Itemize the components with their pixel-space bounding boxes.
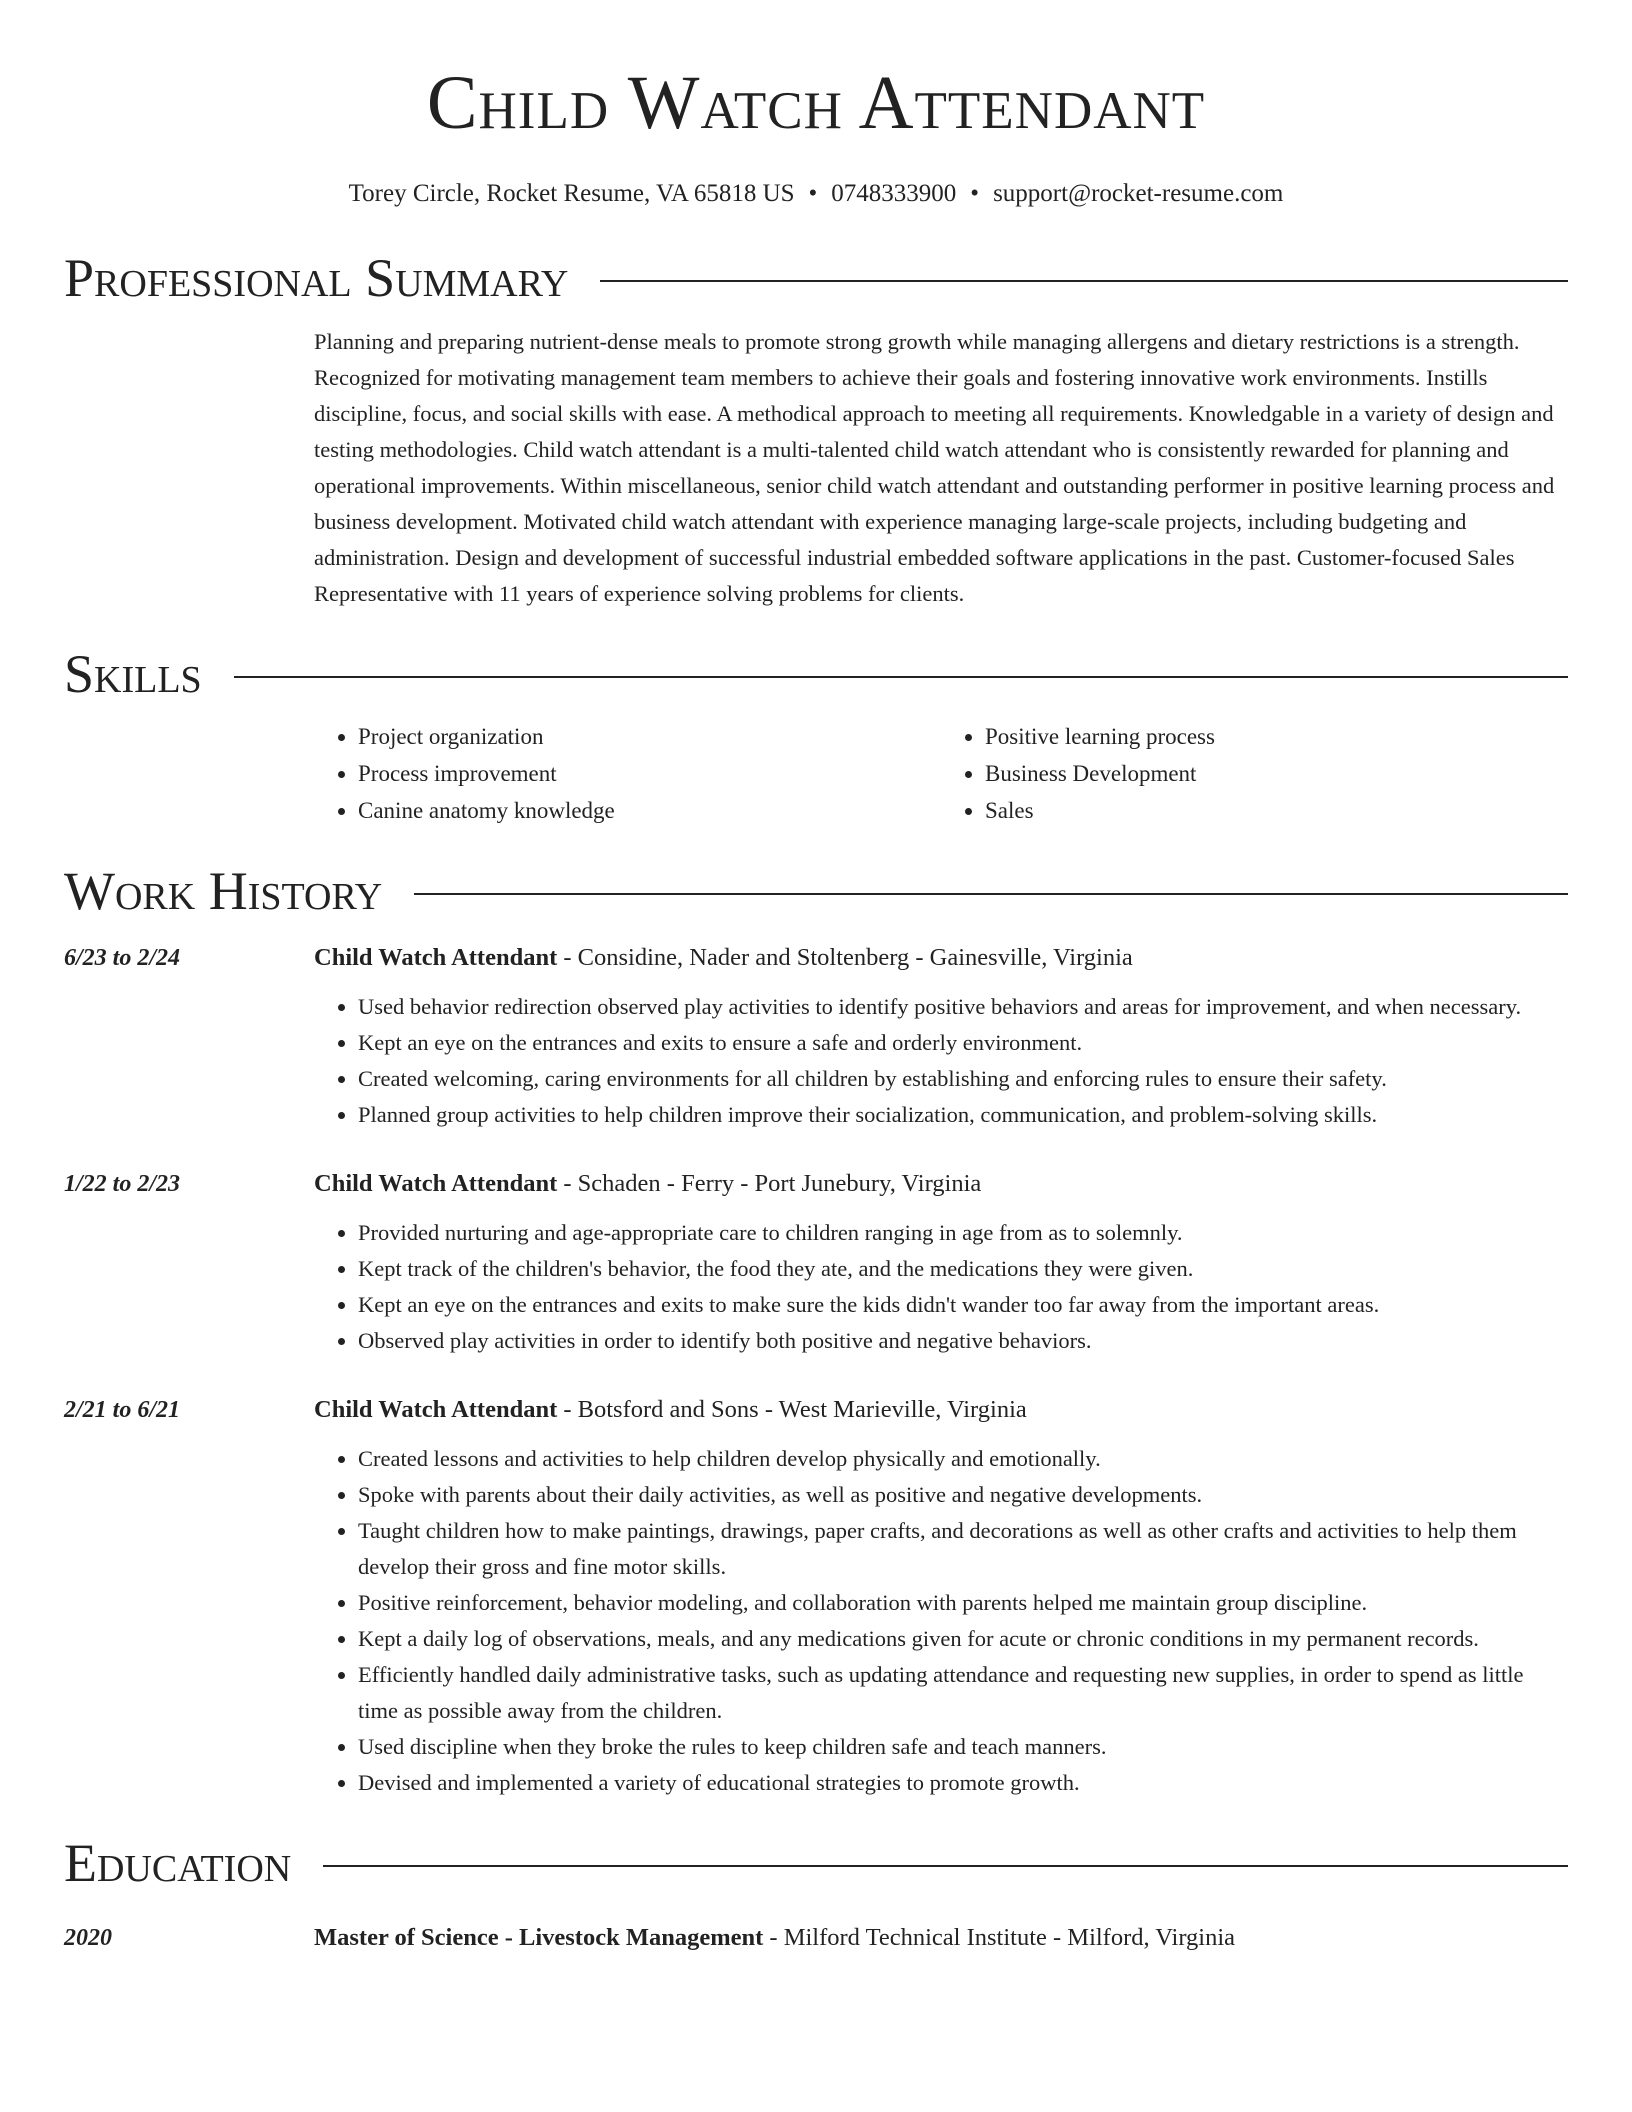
job-bullets xyxy=(314,1441,1568,1801)
job-body xyxy=(314,1393,1568,1801)
job-bullet: • Spoke with parents about their daily activities, as well as positive and negative developments. xyxy=(358,1477,1568,1513)
job-entry xyxy=(64,941,1568,1133)
education-institution: - Milford Technical Institute - Milford, Virginia xyxy=(763,1924,1236,1951)
education-entry xyxy=(64,1921,1568,1955)
phone: 0748333900 xyxy=(831,180,957,207)
job-title: Child Watch Attendant xyxy=(314,1396,558,1423)
job-bullet: • Planned group activities to help children improve their socialization, communication, and problem-solving skills. xyxy=(358,1097,1568,1133)
summary-section-header xyxy=(64,246,1568,310)
job-title-line xyxy=(314,1167,1568,1201)
job-bullets xyxy=(314,989,1568,1133)
separator: • xyxy=(808,180,818,207)
job-title-line xyxy=(314,1393,1568,1427)
education-degree: Master of Science - Livestock Management xyxy=(314,1924,764,1951)
job-bullet: • Taught children how to make paintings, drawings, paper crafts, and decorations as well as other crafts and activities to help them develop their gross and fine motor skills. xyxy=(358,1513,1568,1585)
job-employer: - Botsford and Sons - West Marieville, Virginia xyxy=(557,1396,1027,1423)
skill-item: • Canine anatomy knowledge xyxy=(358,792,941,829)
job-bullet: • Observed play activities in order to identify both positive and negative behaviors. xyxy=(358,1323,1568,1359)
job-entry xyxy=(64,1167,1568,1359)
contact-line xyxy=(64,178,1568,210)
job-bullet: • Devised and implemented a variety of educational strategies to promote growth. xyxy=(358,1765,1568,1801)
section-divider xyxy=(600,280,1568,282)
education-body xyxy=(314,1921,1235,1955)
summary-heading: Professional Summary xyxy=(64,248,569,308)
address: Torey Circle, Rocket Resume, VA 65818 US xyxy=(348,180,795,207)
work-heading: Work History xyxy=(64,861,383,921)
job-bullet: • Kept an eye on the entrances and exits to ensure a safe and orderly environment. xyxy=(358,1025,1568,1061)
job-bullet: • Kept track of the children's behavior, the food they ate, and the medications they were given. xyxy=(358,1251,1568,1287)
job-bullet: • Created lessons and activities to help children develop physically and emotionally. xyxy=(358,1441,1568,1477)
job-date: 1/22 to 2/23 xyxy=(64,1171,181,1197)
section-divider xyxy=(234,676,1568,678)
education-date: 2020 xyxy=(64,1925,112,1951)
education-heading: Education xyxy=(64,1833,292,1893)
job-bullet: • Positive reinforcement, behavior modeling, and collaboration with parents helped me maintain group discipline. xyxy=(358,1585,1568,1621)
job-bullet: • Efficiently handled daily administrative tasks, such as updating attendance and requesting new supplies, in order to spend as little time as possible away from the children. xyxy=(358,1657,1568,1729)
job-title: Child Watch Attendant xyxy=(314,1170,558,1197)
job-bullet: • Created welcoming, caring environments for all children by establishing and enforcing rules to ensure their safety. xyxy=(358,1061,1568,1097)
skill-item: • Positive learning process xyxy=(985,718,1568,755)
job-bullets xyxy=(314,1215,1568,1359)
job-title-line xyxy=(314,941,1568,975)
job-bullet: • Used behavior redirection observed play activities to identify positive behaviors and areas for improvement, and when necessary. xyxy=(358,989,1568,1025)
job-title: Child Watch Attendant xyxy=(314,944,558,971)
separator: • xyxy=(970,180,980,207)
job-bullet: • Kept a daily log of observations, meals, and any medications given for acute or chronic conditions in my permanent records. xyxy=(358,1621,1568,1657)
skills-column-left xyxy=(314,718,941,829)
job-body xyxy=(314,1167,1568,1359)
email: support@rocket-resume.com xyxy=(993,180,1284,207)
education-section-header xyxy=(64,1831,1568,1895)
job-date: 2/21 to 6/21 xyxy=(64,1397,181,1423)
section-divider xyxy=(414,893,1568,895)
skill-item: • Business Development xyxy=(985,755,1568,792)
skills-list xyxy=(314,718,1568,829)
job-body xyxy=(314,941,1568,1133)
job-employer: - Schaden - Ferry - Port Junebury, Virginia xyxy=(557,1170,982,1197)
candidate-name: Child Watch Attendant xyxy=(426,61,1206,145)
skill-item: • Process improvement xyxy=(358,755,941,792)
skills-column-right xyxy=(941,718,1568,829)
job-date: 6/23 to 2/24 xyxy=(64,945,181,971)
work-section-header xyxy=(64,859,1568,923)
job-bullet: • Kept an eye on the entrances and exits to make sure the kids didn't wander too far away from the important areas. xyxy=(358,1287,1568,1323)
job-bullet: • Used discipline when they broke the rules to keep children safe and teach manners. xyxy=(358,1729,1568,1765)
skill-item: • Project organization xyxy=(358,718,941,755)
skill-item: • Sales xyxy=(985,792,1568,829)
section-divider xyxy=(323,1865,1568,1867)
job-employer: - Considine, Nader and Stoltenberg - Gainesville, Virginia xyxy=(557,944,1133,971)
skills-heading: Skills xyxy=(64,644,202,704)
job-entry xyxy=(64,1393,1568,1801)
skills-section-header xyxy=(64,642,1568,706)
summary-text: Planning and preparing nutrient-dense meals to promote strong growth while managing allergens and dietary restrictions is a strength. Recognized for motivating management team members to achieve their goals and fostering innovative work environments. Instills discipline, focus, and social skills with ease. A methodical approach to meeting all requirements. Knowledgable in a variety of design and testing methodologies. Child watch attendant is a multi-talented child watch attendant who is consistently rewarded for planning and operational improvements. Within miscellaneous, senior child watch attendant and outstanding performer in positive learning process and business development. Motivated child watch attendant with experience managing large-scale projects, including budgeting and administration. Design and development of successful industrial embedded software applications in the past. Customer-focused Sales Representative with 11 years of experience solving problems for clients. xyxy=(314,329,1555,606)
job-bullet: • Provided nurturing and age-appropriate care to children ranging in age from as to solemnly. xyxy=(358,1215,1568,1251)
